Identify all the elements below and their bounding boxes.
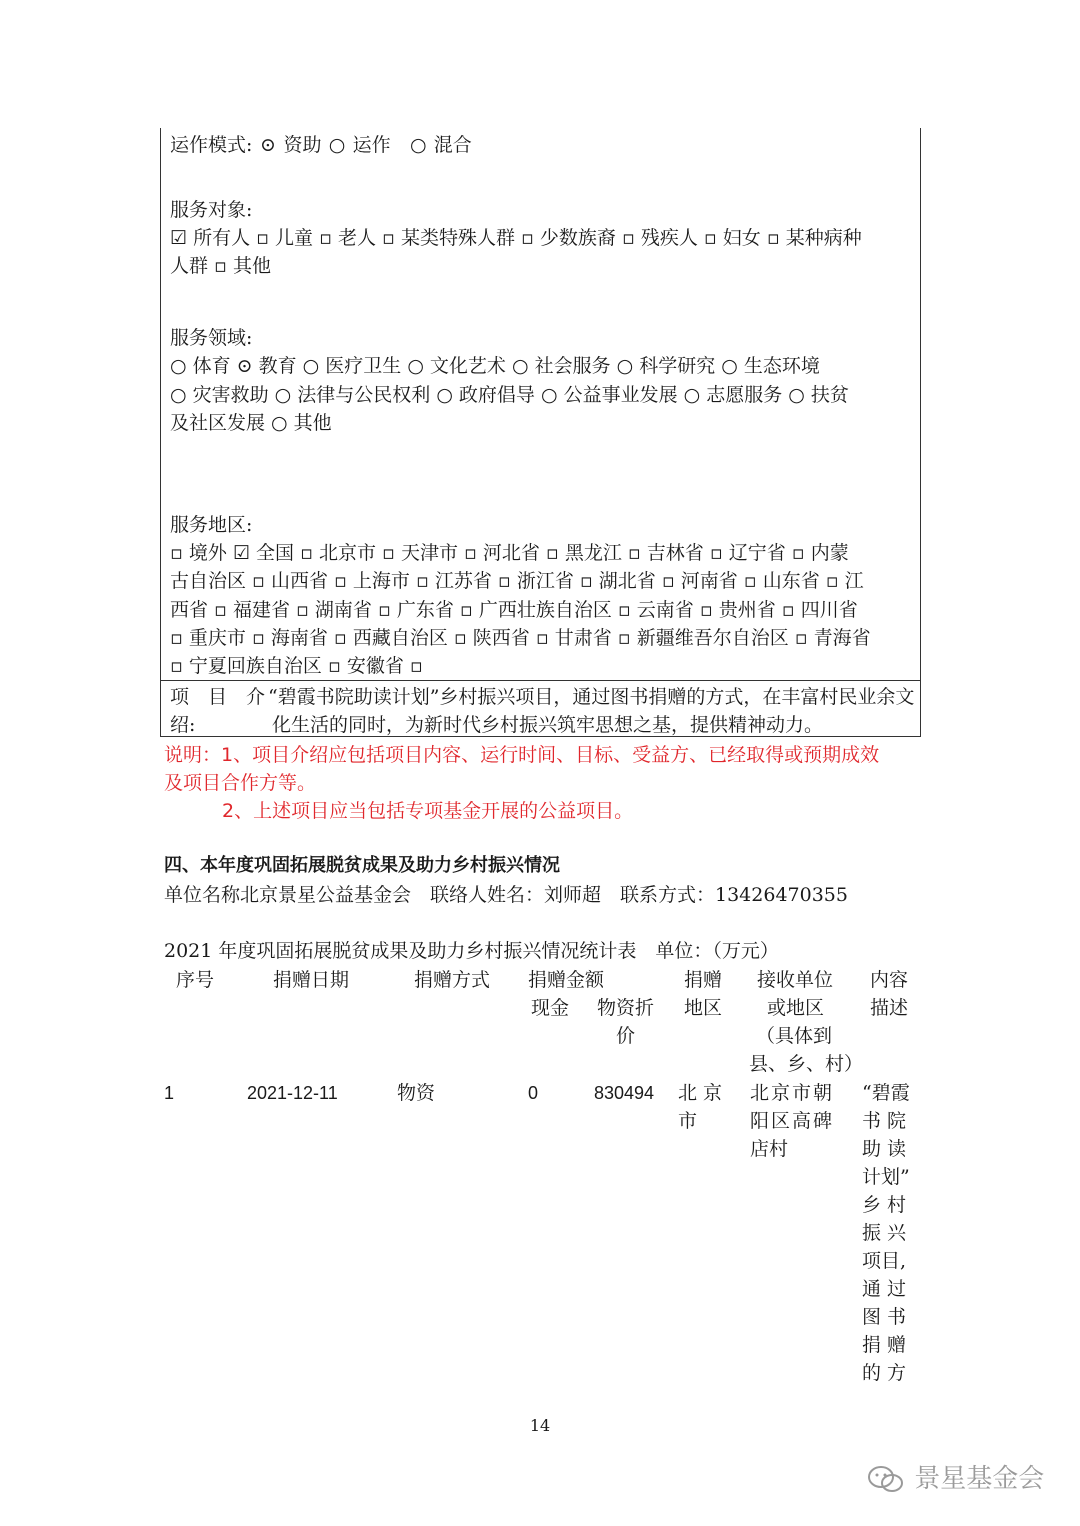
- note-line-2: 及项目合作方等。: [164, 772, 317, 794]
- row-date: 2021-12-11: [247, 1083, 338, 1103]
- service-region-options-line1[interactable]: ▫ 境外 ☑ 全国 ▫ 北京市 ▫ 天津市 ▫ 河北省 ▫ 黑龙江 ▫ 吉林省 ▫ 辽宁省 ▫ 内蒙: [170, 542, 849, 564]
- operation-mode-row: [170, 131, 472, 159]
- desc-line: 的 方: [862, 1362, 907, 1384]
- header-goods-2: 价: [616, 1025, 636, 1047]
- radio-empty-icon: ○: [409, 134, 427, 156]
- row-goods: 830494: [594, 1083, 655, 1103]
- desc-line: 通 过: [862, 1278, 907, 1300]
- service-target-options-line1[interactable]: ☑ 所有人 ▫ 儿童 ▫ 老人 ▫ 某类特殊人群 ▫ 少数族裔 ▫ 残疾人 ▫ 妇女 ▫ 某种病种: [170, 227, 862, 249]
- radio-selected-icon: ⊙: [259, 134, 276, 156]
- service-field-options-line1[interactable]: ○ 体育 ⊙ 教育 ○ 医疗卫生 ○ 文化艺术 ○ 社会服务 ○ 科学研究 ○ 生态环境: [170, 355, 820, 377]
- desc-line: 书 院: [862, 1110, 907, 1132]
- row-receiver-1: 北京市朝: [750, 1082, 835, 1104]
- page-number: 14: [529, 1416, 551, 1435]
- row-receiver-2: 阳区高碑: [750, 1110, 835, 1132]
- desc-line: 乡 村: [862, 1194, 907, 1216]
- desc-line: 振 兴: [862, 1222, 907, 1244]
- watermark-text: 景星基金会: [914, 1464, 1045, 1494]
- service-field-options-line3[interactable]: 及社区发展 ○ 其他: [170, 412, 332, 434]
- radio-empty-icon: ○: [328, 134, 346, 156]
- note-line-1: 说明：1、项目介绍应包括项目内容、运行时间、目标、受益方、已经取得或预期成效: [164, 744, 880, 766]
- organization-contact-line: 单位名称北京景星公益基金会 联络人姓名：刘师超 联系方式：13426470355: [164, 884, 848, 906]
- service-region-label: 服务地区:: [170, 514, 253, 536]
- row-method: 物资: [397, 1082, 436, 1104]
- header-area-2: 地区: [684, 997, 723, 1019]
- header-receiver-1: 接收单位: [757, 969, 834, 991]
- project-intro-label-1: 项 目 介: [170, 686, 266, 708]
- header-amount: 捐赠金额: [528, 969, 605, 991]
- header-receiver-4: 县、乡、村）: [749, 1053, 864, 1075]
- service-region-options-line2[interactable]: 古自治区 ▫ 山西省 ▫ 上海市 ▫ 江苏省 ▫ 浙江省 ▫ 湖北省 ▫ 河南省 ▫ 山东省 ▫ 江: [170, 570, 864, 592]
- project-intro-label-2: 绍:: [170, 714, 196, 736]
- header-method: 捐赠方式: [414, 969, 491, 991]
- radio-grant[interactable]: ⊙ 资助: [258, 134, 321, 156]
- radio-operate[interactable]: ○ 运作: [328, 134, 391, 156]
- wechat-icon: [866, 1464, 906, 1496]
- row-no: 1: [164, 1083, 175, 1103]
- service-field-label: 服务领域:: [170, 327, 253, 349]
- desc-line: 图 书: [862, 1306, 907, 1328]
- header-desc-1: 内容: [870, 969, 909, 991]
- table-title: 2021 年度巩固拓展脱贫成果及助力乡村振兴情况统计表 单位：（万元）: [164, 940, 779, 962]
- header-no: 序号: [176, 969, 215, 991]
- service-target-label: 服务对象:: [170, 199, 253, 221]
- row-cash: 0: [528, 1083, 539, 1103]
- desc-line: 项目,: [862, 1250, 907, 1272]
- row-area-2: 市: [678, 1110, 698, 1132]
- header-date: 捐赠日期: [273, 969, 350, 991]
- service-field-options-line2[interactable]: ○ 灾害救助 ○ 法律与公民权利 ○ 政府倡导 ○ 公益事业发展 ○ 志愿服务 ○ 扶贫: [170, 384, 849, 406]
- desc-line: 捐 赠: [862, 1334, 907, 1356]
- form-divider: [160, 680, 920, 681]
- radio-mixed[interactable]: ○ 混合: [409, 134, 472, 156]
- note-line-3: 2、上述项目应当包括专项基金开展的公益项目。: [222, 800, 634, 822]
- service-target-options-line2[interactable]: 人群 ▫ 其他: [170, 255, 271, 277]
- wechat-watermark: [866, 1458, 1044, 1496]
- operation-mode-label: 运作模式:: [170, 134, 253, 156]
- header-cash: 现金: [531, 997, 570, 1019]
- header-receiver-3: （具体到: [756, 1025, 833, 1047]
- desc-line: 助 读: [862, 1138, 907, 1160]
- project-intro-text-1: “碧霞书院助读计划”乡村振兴项目，通过图书捐赠的方式，在丰富村民业余文: [268, 686, 915, 708]
- service-region-options-line3[interactable]: 西省 ▫ 福建省 ▫ 湖南省 ▫ 广东省 ▫ 广西壮族自治区 ▫ 云南省 ▫ 贵州省 ▫ 四川省: [170, 599, 858, 621]
- header-area-1: 捐赠: [684, 969, 723, 991]
- project-intro-text-2: 化生活的同时，为新时代乡村振兴筑牢思想之基，提供精神动力。: [272, 714, 824, 736]
- header-receiver-2: 或地区: [767, 997, 825, 1019]
- header-desc-2: 描述: [870, 997, 909, 1019]
- header-goods-1: 物资折: [597, 997, 655, 1019]
- desc-line: “碧霞: [862, 1082, 910, 1104]
- row-receiver-3: 店村: [750, 1138, 789, 1160]
- row-area-1: 北 京: [678, 1082, 723, 1104]
- desc-line: 计划”: [862, 1166, 910, 1188]
- service-region-options-line4[interactable]: ▫ 重庆市 ▫ 海南省 ▫ 西藏自治区 ▫ 陕西省 ▫ 甘肃省 ▫ 新疆维吾尔自治区 ▫ 青海省: [170, 627, 871, 649]
- service-region-options-line5[interactable]: ▫ 宁夏回族自治区 ▫ 安徽省 ▫: [170, 655, 423, 677]
- section-heading: 四、本年度巩固拓展脱贫成果及助力乡村振兴情况: [164, 855, 560, 876]
- row-description: [862, 1079, 910, 1387]
